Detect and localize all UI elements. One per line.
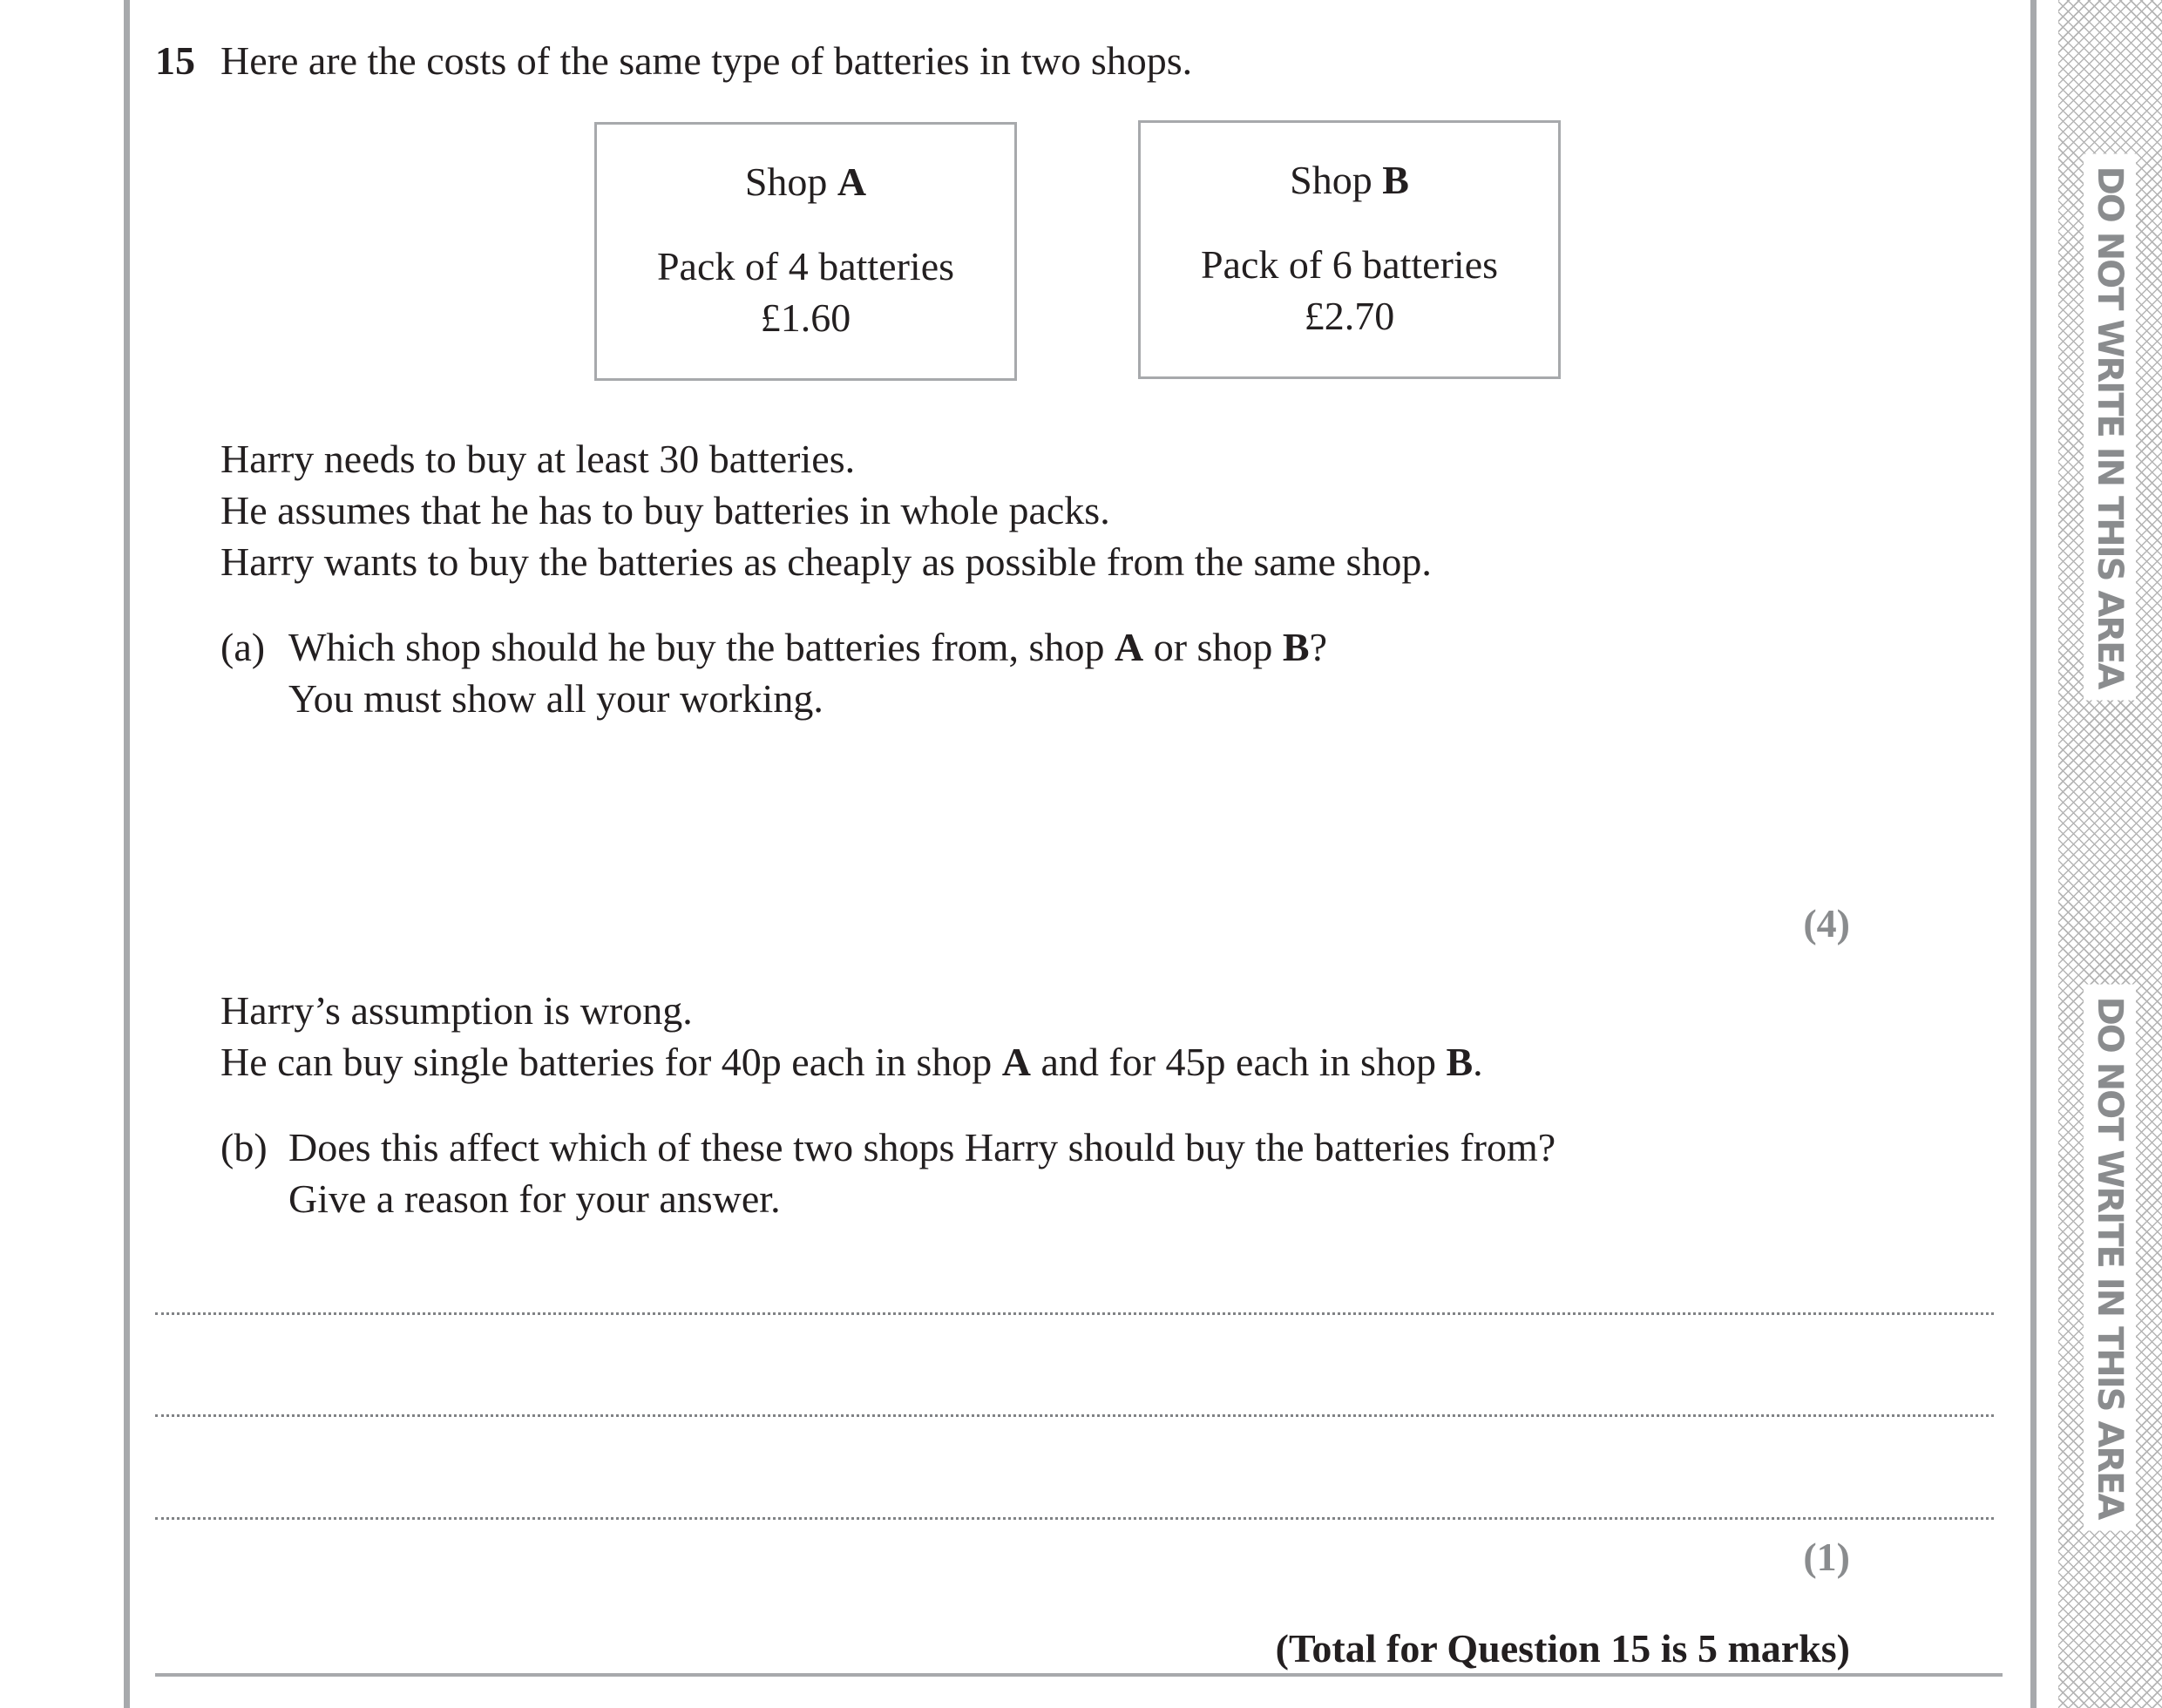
part-a-marks: (4) [1803,901,1850,946]
shop-b-name: Shop B [1290,158,1409,202]
part-b-label: (b) [220,1125,268,1169]
shop-a-price: £1.60 [760,295,851,340]
part-b-marks: (1) [1803,1535,1850,1579]
assumption-line-2: He can buy single batteries for 40p each in shop A and for 45p each in shop B. [220,1040,1483,1084]
part-a-label: (a) [220,625,266,669]
question-total: (Total for Question 15 is 5 marks) [1275,1626,1850,1671]
shop-b-price: £2.70 [1304,294,1395,338]
shop-a-box [594,122,1017,381]
shop-a-name: Shop A [744,159,867,204]
context-line-3: Harry wants to buy the batteries as cheaply as possible from the same shop. [220,539,1432,584]
part-b-question: Does this affect which of these two shops Harry should buy the batteries from? [288,1125,1556,1169]
context-line-2: He assumes that he has to buy batteries in whole packs. [220,488,1110,532]
page-border-right [2030,0,2037,1708]
shop-a-pack: Pack of 4 batteries [656,244,955,288]
question-intro: Here are the costs of the same type of batteries in two shops. [220,38,1193,83]
part-a-instruction: You must show all your working. [288,676,823,721]
shop-b-pack: Pack of 6 batteries [1200,242,1499,287]
margin-notice-top: DO NOT WRITE IN THIS AREA [2084,154,2136,701]
assumption-line-1: Harry’s assumption is wrong. [220,988,693,1033]
answer-line-2[interactable] [155,1414,1994,1417]
part-b-instruction: Give a reason for your answer. [288,1176,781,1221]
question-number: 15 [155,38,195,83]
context-line-1: Harry needs to buy at least 30 batteries. [220,437,856,481]
shop-b-box [1138,120,1561,379]
margin-notice-bottom: DO NOT WRITE IN THIS AREA [2084,985,2136,1531]
answer-line-1[interactable] [155,1312,1994,1315]
page-border-left [124,0,130,1708]
bottom-rule [155,1673,2003,1677]
part-a-question: Which shop should he buy the batteries from, shop A or shop B? [288,625,1328,669]
answer-line-3[interactable] [155,1517,1994,1520]
